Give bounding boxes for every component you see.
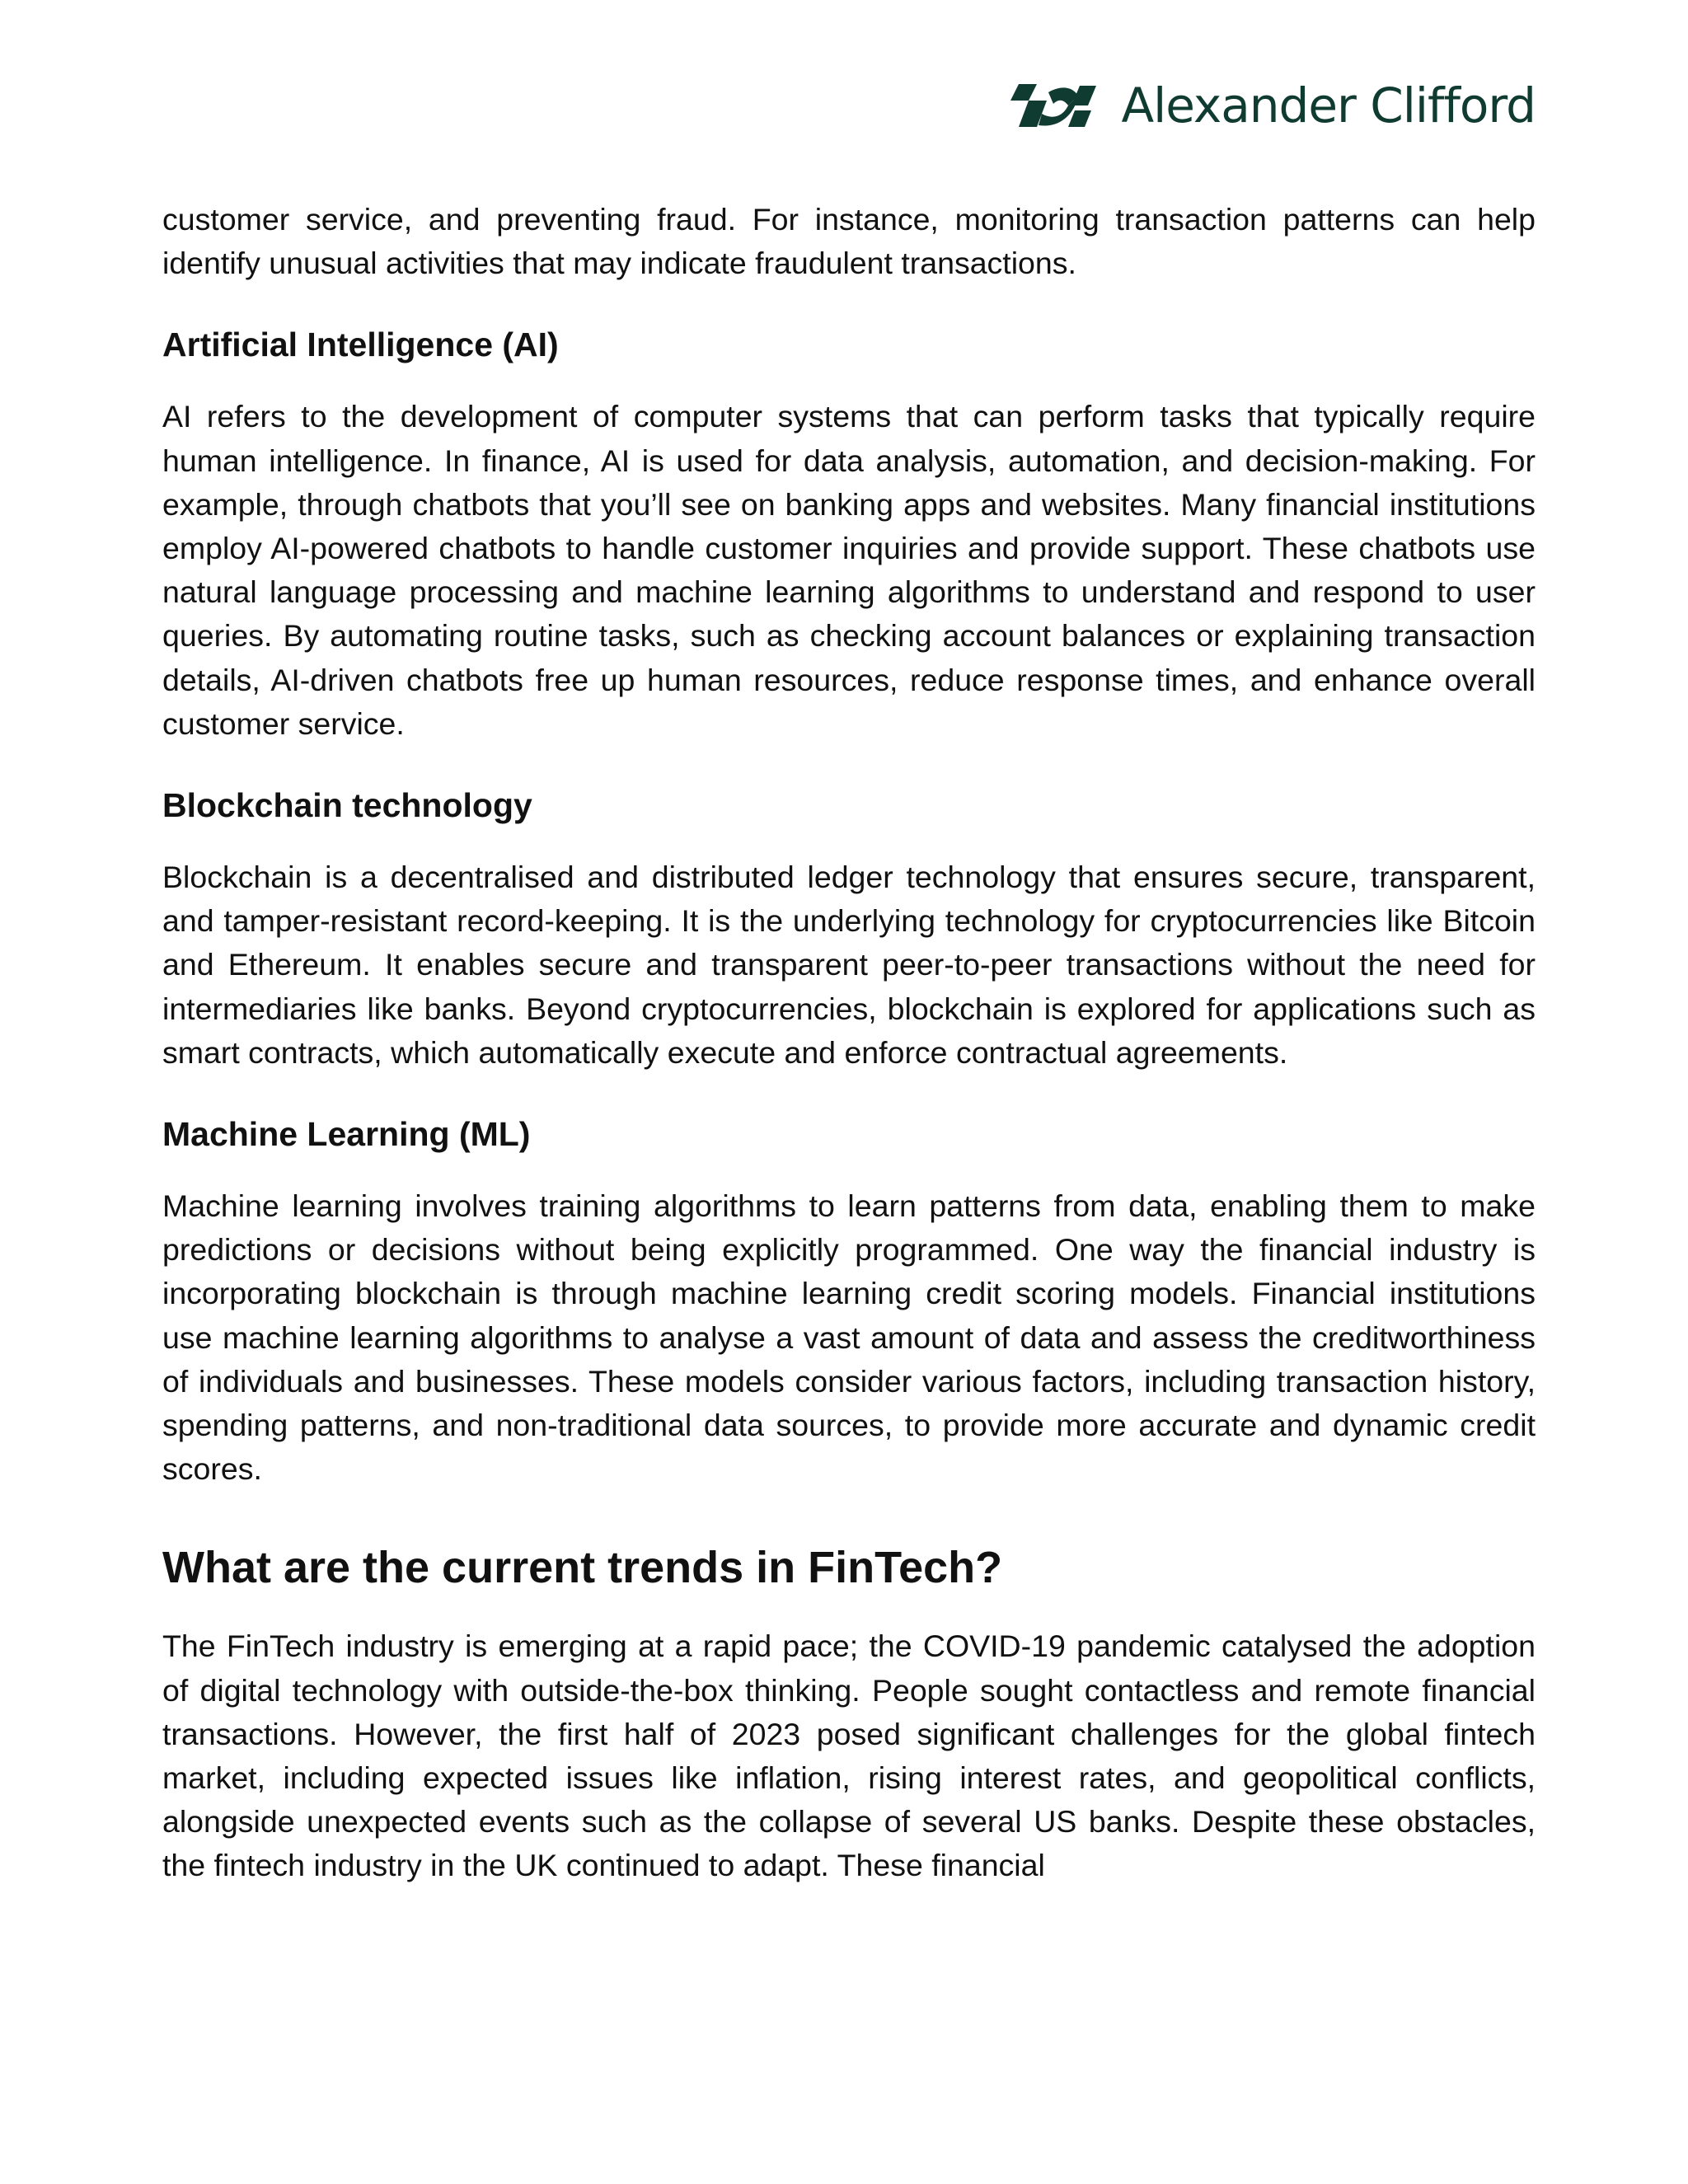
- blockchain-paragraph: Blockchain is a decentralised and distributed ledger technology that ensures secure, transparent, and tamper-resistant record-keeping. It is the underlying technology for cryptocurrencies like Bitcoin and Ethereum. It enables secure and transparent peer-to-peer transactions without the need for intermediaries like banks. Beyond cryptocurrencies, blockchain is explored for applications such as smart contracts, which automatically execute and enforce contractual agreements.: [162, 860, 1536, 1070]
- heading-artificial-intelligence: Artificial Intelligence (AI): [162, 326, 559, 364]
- alexander-clifford-logo-icon: [1009, 81, 1098, 130]
- document-content: [162, 198, 1536, 1888]
- fintech-trends-paragraph: The FinTech industry is emerging at a rapid pace; the COVID-19 pandemic catalysed the adoption of digital technology with outside-the-box thinking. People sought contactless and remote financial transactions. However, the first half of 2023 posed significant challenges for the global fintech market, including expected issues like inflation, rising interest rates, and geopolitical conflicts, alongside unexpected events such as the collapse of several US banks. Despite these obstacles, the fintech industry in the UK continued to adapt. These financial: [162, 1629, 1536, 1883]
- heading-blockchain-technology: Blockchain technology: [162, 786, 532, 825]
- brand-header: [1009, 79, 1536, 132]
- brand-name: Alexander Clifford: [1121, 77, 1536, 134]
- heading-current-trends-fintech: What are the current trends in FinTech?: [162, 1543, 1003, 1593]
- ai-paragraph: AI refers to the development of computer systems that can perform tasks that typically require human intelligence. In finance, AI is used for data analysis, automation, and decision-making. For example, through chatbots that you’ll see on banking apps and websites. Many financial institutions employ AI-powered chatbots to handle customer inquiries and provide support. These chatbots use natural language processing and machine learning algorithms to understand and respond to user queries. By automating routine tasks, such as checking account balances or explaining transaction details, AI-driven chatbots free up human resources, reduce response times, and enhance overall customer service.: [162, 399, 1536, 741]
- heading-machine-learning: Machine Learning (ML): [162, 1115, 531, 1154]
- machine-learning-paragraph: Machine learning involves training algorithms to learn patterns from data, enabling them to make predictions or decisions without being explicitly programmed. One way the financial industry is incorporating blockchain is through machine learning credit scoring models. Financial institutions use machine learning algorithms to analyse a vast amount of data and assess the creditworthiness of individuals and businesses. These models consider various factors, including transaction history, spending patterns, and non-traditional data sources, to provide more accurate and dynamic credit scores.: [162, 1188, 1536, 1487]
- intro-paragraph: customer service, and preventing fraud. For instance, monitoring transaction patterns can help identify unusual activities that may indicate fraudulent transactions.: [162, 202, 1536, 281]
